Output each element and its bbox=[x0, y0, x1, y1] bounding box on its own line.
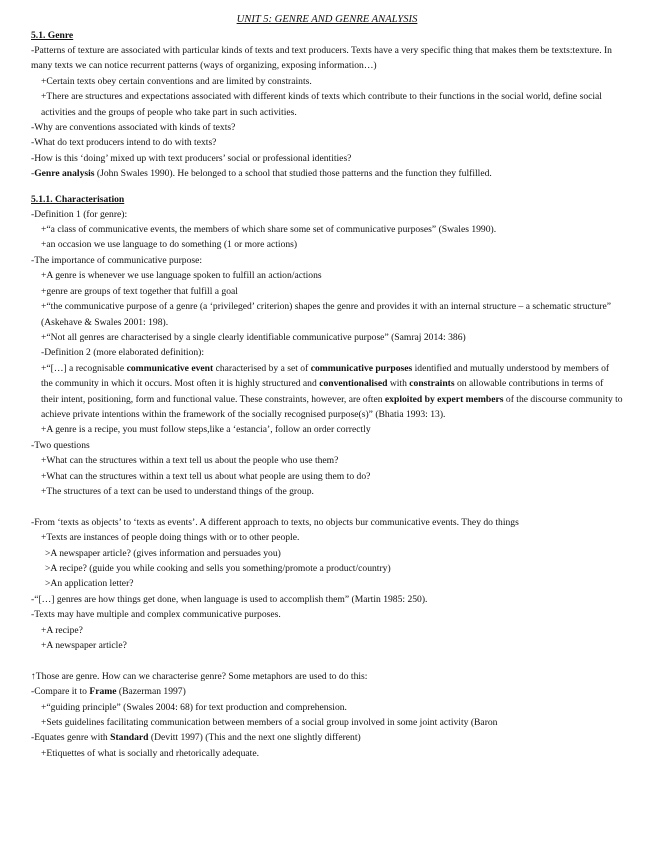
bullet-item: +What can the structures within a text tell us about what people are using them to do? bbox=[41, 470, 371, 482]
bullet-item: +“the communicative purpose of a genre (a ‘privileged’ criterion) shapes the genre and provides it with an internal structure – a schematic structure” (Askehave & Swales 2001: 198). bbox=[41, 301, 611, 328]
bullet-item: +genre are groups of text together that fulfill a goal bbox=[41, 285, 238, 297]
list-item: -Texts may have multiple and complex communicative purposes. bbox=[31, 609, 281, 621]
paragraph: ↑Those are genre. How can we characterise genre? Some metaphors are used to do this: bbox=[31, 670, 368, 682]
standard-line: -Equates genre with Standard (Devitt 1997) (This and the next one slightly different) bbox=[31, 732, 361, 744]
bullet-item: +A genre is whenever we use language spoken to fulfill an action/actions bbox=[41, 270, 322, 282]
list-item: -“[…] genres are how things get done, when language is used to accomplish them” (Martin 1985: 250). bbox=[31, 593, 428, 605]
bullet-item: +“a class of communicative events, the members of which share some set of communicative purposes” (Swales 1990). bbox=[41, 224, 497, 236]
bullet-item: +Certain texts obey certain conventions and are limited by constraints. bbox=[41, 75, 312, 87]
list-item: -The importance of communicative purpose: bbox=[31, 254, 203, 266]
bullet-item: +“guiding principle” (Swales 2004: 68) for text production and comprehension. bbox=[41, 701, 347, 713]
bullet-item: +A genre is a recipe, you must follow steps,like a ‘estancia’, follow an order correctly bbox=[41, 424, 371, 436]
genre-analysis-line: -Genre analysis (John Swales 1990). He belonged to a school that studied those patterns and the function they fulfilled. bbox=[31, 168, 492, 180]
sub-item: >A newspaper article? (gives information and persuades you) bbox=[45, 547, 281, 559]
document-page bbox=[31, 14, 623, 761]
bullet-item: +There are structures and expectations associated with different kinds of texts which contribute to their functions in the social world, define social activities and the groups of people who take part in such activities. bbox=[41, 91, 602, 118]
paragraph: -Patterns of texture are associated with particular kinds of texts and text producers. Texts have a very specific thing that makes them be texts:texture. In many texts we can notice recurrent patterns (ways of organizing, exposing information…) bbox=[31, 45, 612, 72]
bullet-item: +“Not all genres are characterised by a single clearly identifiable communicative purpose” (Samraj 2014: 386) bbox=[41, 331, 466, 343]
definition-quote: +“[…] a recognisable communicative event characterised by a set of communicative purposes identified and mutually understood by members of the community in which it occurs. Most often it is highly structured and conventionalised with constraints on allowable contributions in terms of their intent, positioning, form and functional value. These constraints, however, are often exploited by expert members of the discourse community to achieve private intentions within the framework of the socially recognised purpose(s)” (Bhatia 1993: 13). bbox=[41, 362, 623, 420]
section-heading-characterisation: 5.1.1. Characterisation bbox=[31, 193, 125, 205]
section-heading-genre: 5.1. Genre bbox=[31, 30, 74, 41]
bullet-item: +A recipe? bbox=[41, 624, 83, 636]
list-item: -Definition 1 (for genre): bbox=[31, 208, 128, 220]
sub-item: >A recipe? (guide you while cooking and sells you something/promote a product/country) bbox=[45, 562, 391, 574]
bullet-item: +What can the structures within a text tell us about the people who use them? bbox=[41, 455, 339, 467]
bullet-item: +Etiquettes of what is socially and rhetorically adequate. bbox=[41, 747, 260, 759]
frame-line: -Compare it to Frame (Bazerman 1997) bbox=[31, 686, 186, 698]
list-item: -Definition 2 (more elaborated definition): bbox=[41, 347, 205, 359]
sub-item: >An application letter? bbox=[45, 578, 134, 590]
bullet-item: +an occasion we use language to do something (1 or more actions) bbox=[41, 239, 298, 251]
bullet-item: +Texts are instances of people doing things with or to other people. bbox=[41, 532, 300, 544]
question-item: -Why are conventions associated with kinds of texts? bbox=[31, 122, 236, 134]
paragraph: -From ‘texts as objects’ to ‘texts as events’. A different approach to texts, no objects bur communicative events. They do things bbox=[31, 516, 519, 528]
list-item: -Two questions bbox=[31, 439, 90, 451]
bullet-item: +Sets guidelines facilitating communication between members of a social group involved in some joint activity (Baron bbox=[41, 717, 498, 729]
question-item: -How is this ‘doing’ mixed up with text producers’ social or professional identities? bbox=[31, 152, 352, 164]
question-item: -What do text producers intend to do with texts? bbox=[31, 137, 217, 149]
bullet-item: +A newspaper article? bbox=[41, 640, 127, 652]
bullet-item: +The structures of a text can be used to understand things of the group. bbox=[41, 485, 314, 497]
page-title: UNIT 5: GENRE AND GENRE ANALYSIS bbox=[236, 14, 418, 25]
